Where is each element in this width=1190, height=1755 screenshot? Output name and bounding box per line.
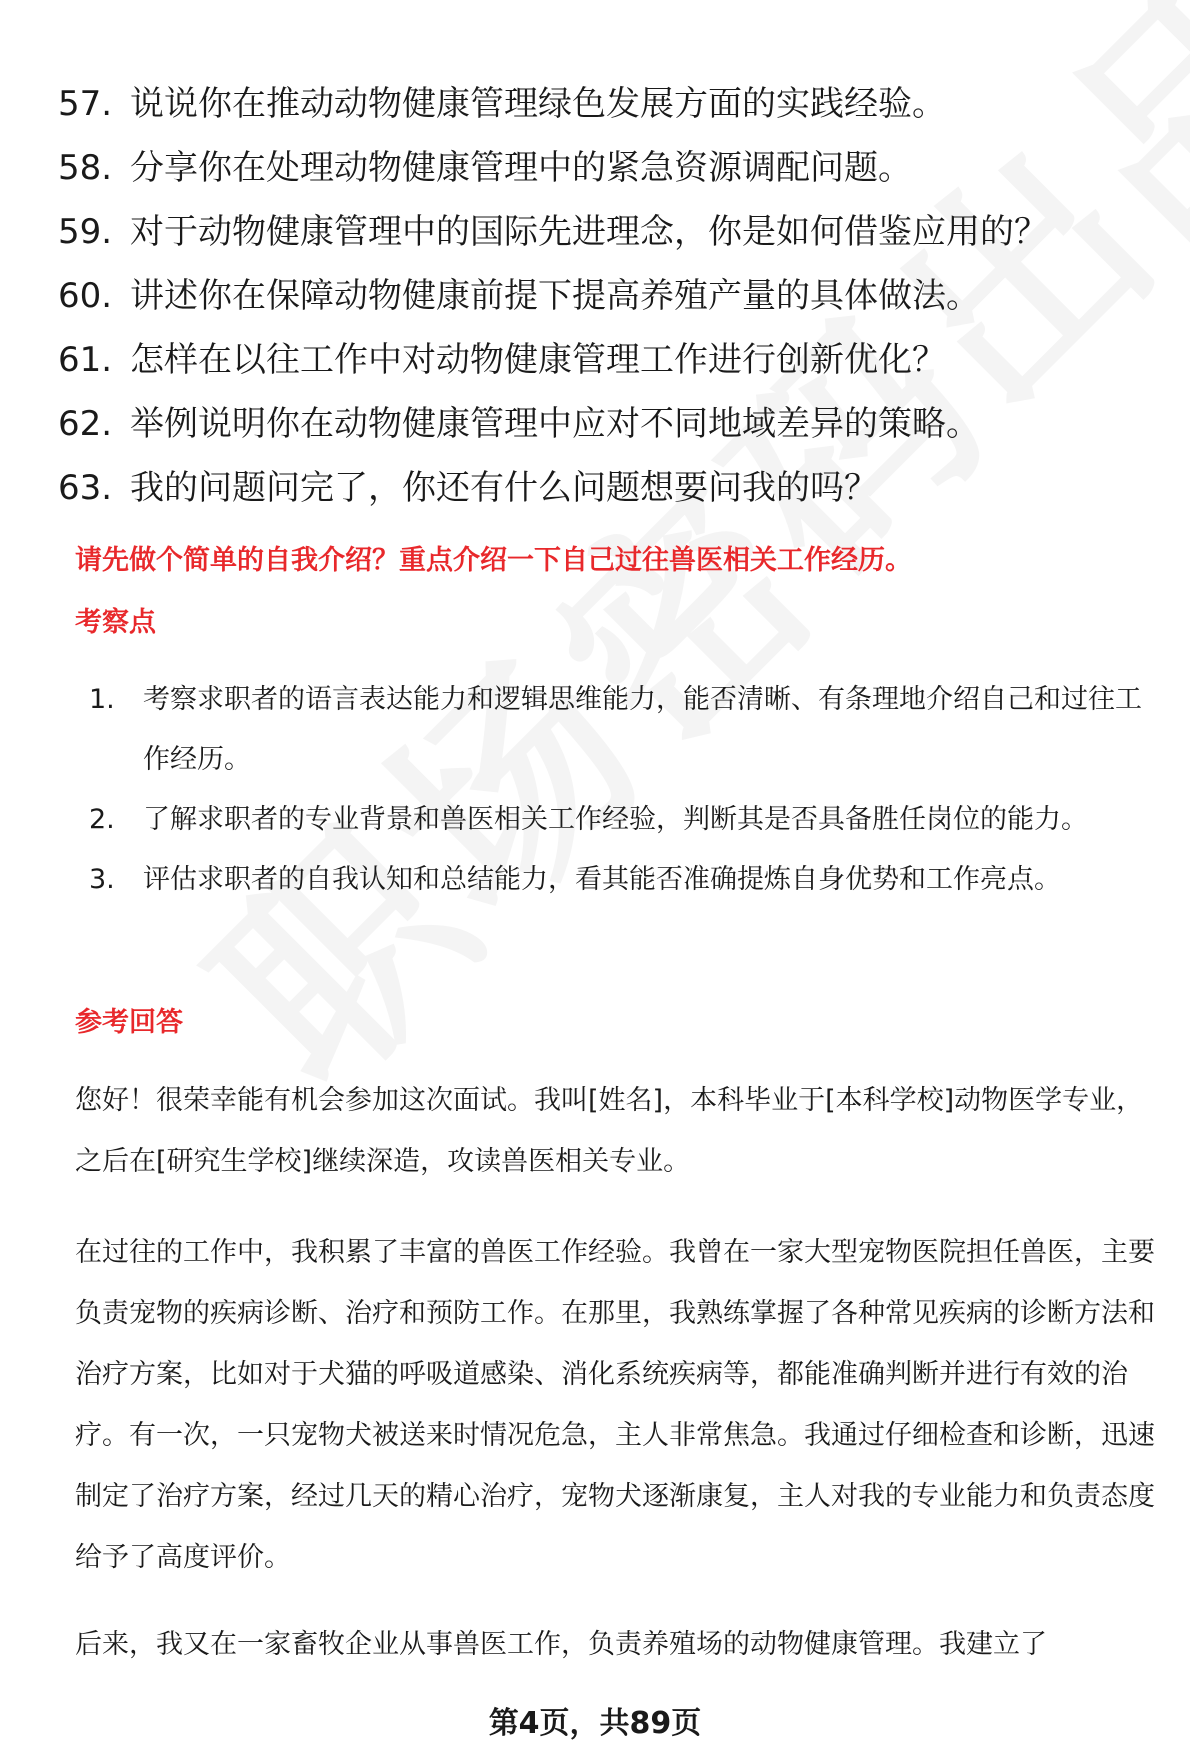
question-text: 怎样在以往工作中对动物健康管理工作进行创新优化？ — [130, 340, 946, 380]
question-item — [58, 136, 1158, 200]
focus-heading: 考察点 — [75, 607, 156, 638]
question-number: 59. — [58, 212, 113, 252]
focus-point-number: 3. — [89, 864, 115, 895]
question-number: 60. — [58, 276, 113, 316]
question-text: 分享你在处理动物健康管理中的紧急资源调配问题。 — [130, 148, 912, 188]
question-item — [58, 264, 1158, 328]
focus-point-text: 了解求职者的专业背景和兽医相关工作经验，判断其是否具备胜任岗位的能力。 — [143, 804, 1088, 835]
question-number: 61. — [58, 340, 113, 380]
question-item — [58, 200, 1158, 264]
question-text: 对于动物健康管理中的国际先进理念，你是如何借鉴应用的？ — [130, 212, 1048, 252]
focus-point-number: 1. — [89, 684, 115, 715]
question-number: 62. — [58, 404, 113, 444]
featured-question: 请先做个简单的自我介绍？重点介绍一下自己过往兽医相关工作经历。 — [75, 545, 912, 576]
focus-point-list — [75, 670, 1165, 910]
question-item — [58, 456, 1158, 520]
focus-point-text: 评估求职者的自我认知和总结能力，看其能否准确提炼自身优势和工作亮点。 — [143, 864, 1061, 895]
question-number: 58. — [58, 148, 113, 188]
focus-point — [75, 670, 1165, 790]
answer-heading: 参考回答 — [75, 1007, 183, 1038]
question-item — [58, 72, 1158, 136]
question-text: 我的问题问完了，你还有什么问题想要问我的吗？ — [130, 468, 878, 508]
page-footer: 第4页，共89页 — [488, 1706, 702, 1741]
focus-point-number: 2. — [89, 804, 115, 835]
focus-point — [75, 850, 1165, 910]
question-number: 63. — [58, 468, 113, 508]
question-item — [58, 392, 1158, 456]
question-item — [58, 328, 1158, 392]
focus-point — [75, 790, 1165, 850]
answer-paragraph: 后来，我又在一家畜牧企业从事兽医工作，负责养殖场的动物健康管理。我建立了 — [75, 1629, 1047, 1660]
answer-paragraph: 您好！很荣幸能有机会参加这次面试。我叫[姓名]，本科毕业于[本科学校]动物医学专业，之后在[研究生学校]继续深造，攻读兽医相关专业。 — [75, 1085, 1144, 1177]
question-number: 57. — [58, 84, 113, 124]
question-text: 讲述你在保障动物健康前提下提高养殖产量的具体做法。 — [130, 276, 980, 316]
question-text: 说说你在推动动物健康管理绿色发展方面的实践经验。 — [130, 84, 946, 124]
question-list — [58, 72, 1158, 520]
question-text: 举例说明你在动物健康管理中应对不同地域差异的策略。 — [130, 404, 980, 444]
answer-paragraph: 在过往的工作中，我积累了丰富的兽医工作经验。我曾在一家大型宠物医院担任兽医，主要负责宠物的疾病诊断、治疗和预防工作。在那里，我熟练掌握了各种常见疾病的诊断方法和治疗方案，比如对于犬猫的呼吸道感染、消化系统疾病等，都能准确判断并进行有效的治疗。有一次，一只宠物犬被送来时情况危急，主人非常焦急。我通过仔细检查和诊断，迅速制定了治疗方案，经过几天的精心治疗，宠物犬逐渐康复，主人对我的专业能力和负责态度给予了高度评价。 — [75, 1237, 1155, 1573]
focus-point-text: 考察求职者的语言表达能力和逻辑思维能力，能否清晰、有条理地介绍自己和过往工作经历。 — [143, 684, 1142, 775]
